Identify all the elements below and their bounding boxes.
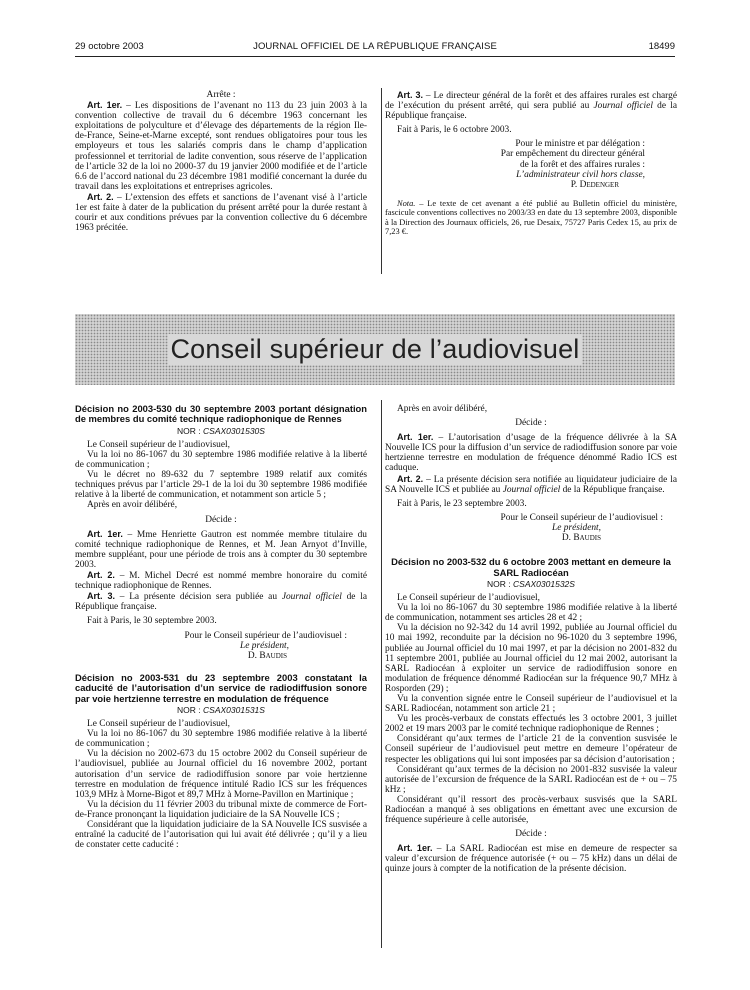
paragraph: Vu la décision no 92-342 du 14 avril 1992, publiée au Journal officiel du 10 mai 1992, reconduite par la décision no 96-1020 du 3 septembre 1996, publiée au Journal officiel du 10 mai 1997, et par la décision no 2001-832 du 11 septembre 2001, publiée au Journal officiel du 12 mai 2002, autorisant la SARL Radiocéan à exploiter un service de radiodiffusion sonore en modulation de fréquence dénommé Radiocéan sur la fréquence 90,7 MHz à Rosporden (29) ; [385,623,677,694]
paragraph: Vu la décision du 11 février 2003 du tribunal mixte de commerce de Fort-de-France prononçant la liquidation judiciaire de la SA Nouvelle ICS ; [75,799,367,820]
article-text: – Le directeur général de la forêt et des affaires rurales est chargé de l’exécution du présent arrêté, qui sera publié au [385,91,677,112]
paragraph: Vu la loi no 86-1067 du 30 septembre 1986 modifiée relative à la liberté de communication ; [75,729,367,750]
article-label: Art. 1er. [87,100,123,111]
arrete-label: Arrête : [206,90,236,100]
signature-line: Pour le Conseil supérieur de l’audiovisuel : [184,630,347,641]
section-banner [75,314,675,385]
decision-2003-531-title: Décision no 2003-531 du 23 septembre 2003 constatant la caducité de l’autorisation d’un service de radiodiffusion sonore par voie hertzienne terrestre en modulation de fréquence [75,671,367,704]
signature-title: L’administrateur civil hors classe, [516,169,645,180]
article-2 [75,192,367,233]
paragraph: Vu la loi no 86-1067 du 30 septembre 1986 modifiée relative à la liberté de communication ; [75,450,367,471]
article-text: – Les dispositions de l’avenant no 113 du 23 juin 2003 à la convention collective de travail du 6 décembre 1963 concernant les exploitations de polyculture et d’élevage des départements de la région Ile-de-France, Seine-et-Marne excepté, sont rendues obligatoires pour tous les employeurs et tous les salariés compris dans le champ d’application professionnel et territorial de ladite convention, sous réserve de l’application de l’article 32 de la loi no 2000-37 du 19 janvier 2000 modifiée et de l’article 6.6 de l’accord national du 23 décembre 1981 modifié concernant la durée du travail dans les exploitations et entreprises agricoles. [75,101,367,192]
top-left-column [75,90,367,233]
paragraph: Considérant qu’aux termes de l’article 21 de la convention susvisée le Conseil supérieur de l’audiovisuel peut mettre en demeure l’opérateur de respecter les obligations qui lui sont imposées par sa décision d’autorisation ; [385,734,677,765]
nota-label: Nota. [397,198,416,208]
paragraph: Vu le décret no 89-632 du 7 septembre 1989 relatif aux comités techniques prévus par l’article 29-1 de la loi du 30 septembre 1986 modifiée relative à la liberté de communication, et notamment son article 5 ; [75,470,367,501]
nor-reference: NOR : CSAX0301532S [487,578,575,589]
paragraph: Le Conseil supérieur de l’audiovisuel, [397,593,540,604]
decide-label: Décide : [515,829,547,840]
fait-a-paris: Fait à Paris, le 23 septembre 2003. [397,498,527,509]
decide-label: Décide : [515,418,547,429]
article-2: Art. 2. – La présente décision sera notifiée au liquidateur judiciaire de la SA Nouvelle ICS et publiée au Journal officiel de la République française. [385,473,677,495]
article-label: Art. 3. [397,90,424,100]
paragraph: Le Conseil supérieur de l’audiovisuel, [87,439,230,450]
bottom-left-column [75,404,367,850]
signature-line: de la forêt et des affaires rurales : [519,159,645,170]
article-label: Art. 2. [87,191,114,202]
header-date: 29 octobre 2003 [75,41,144,52]
article-label: Art. 3. [87,591,115,602]
article-3: Art. 3. – La présente décision sera publiée au Journal officiel de la République française. [75,591,367,613]
article-label: Art. 2. [87,570,115,581]
journal-officiel: Journal officiel [593,101,653,112]
signature-name: D. Baudis [561,533,601,544]
decide-label: Décide : [205,514,237,525]
article-text: de la République française. [385,101,677,122]
paragraph: Après en avoir délibéré, [87,500,178,511]
paragraph: Le Conseil supérieur de l’audiovisuel, [87,719,230,730]
article-1: Art. 1er. – Mme Henriette Gautron est nommée membre titulaire du comité technique radiophonique de Rennes, et M. Jean Arnyot d’Inville, membre suppléant, pour une période de trois ans à compter du 30 septembre 2003. [75,528,367,570]
nota [385,199,677,237]
signature-name: P. Dedenger [570,179,619,190]
article-label: Art. 1er. [397,432,434,443]
header-title: JOURNAL OFFICIEL DE LA RÉPUBLIQUE FRANÇAISE [253,41,497,52]
signature-title: Le président, [240,640,289,651]
article-3 [385,90,677,121]
top-right-column [385,90,677,236]
column-divider [381,400,382,948]
nor-reference: NOR : CSAX0301530S [177,425,265,436]
fait-a-paris: Fait à Paris, le 6 octobre 2003. [397,125,512,136]
paragraph: Vu la loi no 86-1067 du 30 septembre 1986 modifiée relative à la liberté de communication, notamment ses articles 28 et 42 ; [385,603,677,624]
article-label: Art. 1er. [397,843,433,854]
article-2: Art. 2. – M. Michel Decré est nommé membre honoraire du comité technique radiophonique de Rennes. [75,570,367,592]
paragraph: Après en avoir délibéré, [397,404,488,414]
signature-line: Pour le Conseil supérieur de l’audiovisuel : [500,512,663,523]
header-rule [75,56,675,57]
column-divider [381,88,382,274]
paragraph: Vu les procès-verbaux de constats effectués les 3 octobre 2001, 3 juillet 2002 et 19 mars 2003 par le comité technique radiophonique de Rennes ; [385,714,677,735]
page-header [75,41,675,55]
nor-reference: NOR : CSAX0301531S [177,705,265,715]
article-label: Art. 2. [397,473,424,484]
header-page-number: 18499 [648,41,675,52]
signature-title: Le président, [552,522,601,533]
fait-a-paris: Fait à Paris, le 30 septembre 2003. [87,616,217,627]
decision-2003-530-title: Décision no 2003-530 du 30 septembre 2003 portant désignation de membres du comité technique radiophonique de Rennes [75,403,367,425]
paragraph: Considérant que la liquidation judiciaire de la SA Nouvelle ICS susvisée a entraîné la caducité de l’autorisation qui lui avait été délivrée ; qu’il y a lieu de constater cette caducité : [75,820,367,851]
article-text: – L’extension des effets et sanctions de l’avenant visé à l’article 1er est faite à dater de la publication du présent arrêté pour la durée restant à courir et aux conditions prévues par la convention collective du 6 décembre 1963 précitée. [75,192,367,234]
article-1 [75,100,367,192]
journal-officiel: Journal officiel [281,592,342,603]
article-1: Art. 1er. – La SARL Radiocéan est mise en demeure de respecter sa valeur d’excursion de fréquence autorisée (+ ou – 75 kHz) dans un délai de quinze jours à compter de la notification de la présente décision. [385,843,677,875]
journal-officiel: Journal officiel [502,484,561,495]
paragraph: Considérant qu’il ressort des procès-verbaux susvisés que la SARL Radiocéan a manqué à ses obligations en émettant avec une excursion de fréquence supérieure à celle autorisée, [385,794,677,826]
paragraph: Vu la décision no 2002-673 du 15 octobre 2002 du Conseil supérieur de l’audiovisuel, publiée au Journal officiel du 16 novembre 2002, portant autorisation d’un service de radiodiffusion sonore par voie hertzienne terrestre en modulation de fréquence intitulé Radio ICS sur les fréquences 103,9 MHz à Morne-Bigot et 89,7 MHz à Morne-Pavillon en Martinique ; [75,749,367,800]
article-label: Art. 1er. [87,528,123,539]
section-title: Conseil supérieur de l’audiovisuel [170,334,580,364]
signature-name: D. Baudis [247,650,287,661]
paragraph: Considérant qu’aux termes de la décision no 2001-832 susvisée la valeur autorisée de l’excursion de fréquence de la SARL Radiocéan est de + ou – 75 kHz ; [385,764,677,795]
decision-2003-532-title: Décision no 2003-532 du 6 octobre 2003 mettant en demeure la SARL Radiocéan [391,556,671,578]
article-1: Art. 1er. – L’autorisation d’usage de la fréquence délivrée à la SA Nouvelle ICS pour la diffusion d’un service de radiodiffusion sonore par voie hertzienne terrestre en modulation de fréquence dénommé Radio ICS est caduque. [385,432,677,474]
signature-line: Par empêchement du directeur général [500,149,645,160]
bottom-right-column [385,404,677,875]
nota-text: – Le texte de cet avenant a été publié au Bulletin officiel du ministère, fascicule conventions collectives no 2003/33 en date du 13 septembre 2003, disponible à la Direction des Journaux officiels, 26, rue Desaix, 75727 Paris Cedex 15, au prix de 7,23 €. [385,198,677,237]
signature-line: Pour le ministre et par délégation : [515,139,645,150]
paragraph: Vu la convention signée entre le Conseil supérieur de l’audiovisuel et la SARL Radiocéan, notamment son article 21 ; [385,693,677,715]
